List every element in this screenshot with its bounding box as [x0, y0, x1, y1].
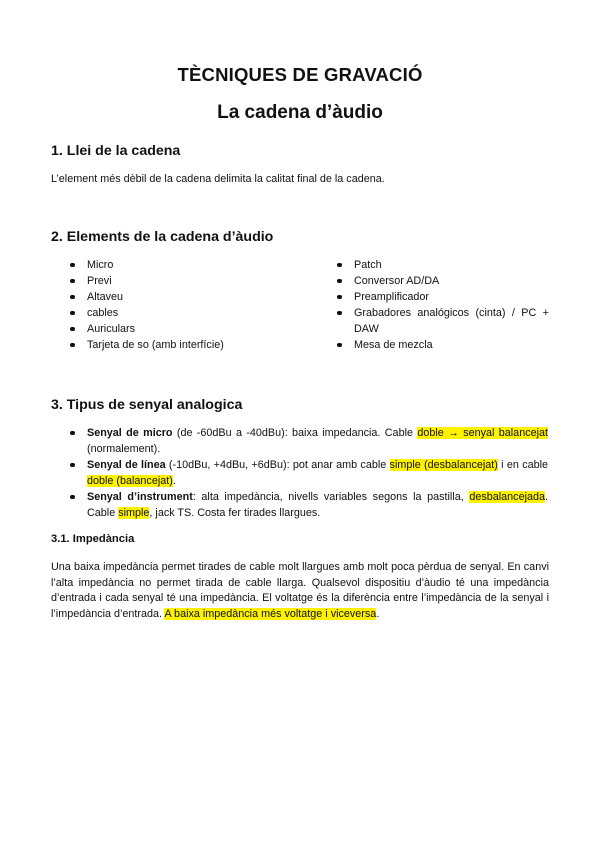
highlight: doble (balancejat) [87, 475, 173, 487]
list-item: cables [70, 305, 300, 321]
list-item: Mesa de mezcla [337, 337, 549, 353]
signal-item-instrument: Senyal d’instrument: alta impedància, nivells variables segons la pastilla, desbalancejada. Cable simple, jack TS. Costa fer tirades llargues. [70, 489, 548, 521]
list-item: Conversor AD/DA [337, 273, 549, 289]
section-1-heading: 1. Llei de la cadena [51, 143, 181, 159]
elements-list-right [337, 257, 549, 353]
signal-name: Senyal d’instrument [87, 491, 193, 503]
section-2-heading: 2. Elements de la cadena d’àudio [51, 229, 274, 245]
signal-item-micro: Senyal de micro (de -60dBu a -40dBu): baixa impedancia. Cable doble → senyal balancejat (normalement). [70, 425, 548, 457]
signal-types-list [70, 425, 548, 521]
list-item: Grabadores analógicos (cinta) / PC + DAW [337, 305, 549, 337]
section-3-1-heading: 3.1. Impedància [51, 533, 135, 545]
section-3-1-text: Una baixa impedància permet tirades de cable molt llargues amb molt poca pèrdua de senyal. En canvi l’alta impedància no permet tirada de cable llarga. Qualsevol dispositiu d’àudio té una impedància d’entrada i cada senyal té una impedància. El voltatge és la diferència entre l’impedància de la senyal i l’impedància d’entrada. A baixa impedància més voltatge i viceversa. [51, 561, 549, 620]
list-item: Altaveu [70, 289, 300, 305]
signal-name: Senyal de línea [87, 459, 166, 471]
section-3-heading: 3. Tipus de senyal analogica [51, 397, 243, 413]
signal-name: Senyal de micro [87, 427, 173, 439]
document-title: TÈCNIQUES DE GRAVACIÓ [177, 64, 423, 85]
list-item: Auriculars [70, 321, 300, 337]
highlight: A baixa impedància més voltatge i viceversa [164, 607, 377, 620]
document-subtitle: La cadena d’àudio [217, 102, 383, 123]
list-item: Tarjeta de so (amb interfície) [70, 337, 300, 353]
list-item: Previ [70, 273, 300, 289]
list-item: Preamplificador [337, 289, 549, 305]
highlight: simple [118, 507, 150, 519]
list-item: Patch [337, 257, 549, 273]
list-item: Micro [70, 257, 300, 273]
highlight: simple (desbalancejat) [389, 459, 498, 471]
highlight: desbalancejada [469, 491, 545, 503]
highlight: doble → senyal balancejat [417, 427, 549, 439]
elements-list-left [70, 257, 300, 353]
section-1-text: L’element més dèbil de la cadena delimita la calitat final de la cadena. [51, 173, 385, 185]
signal-item-line: Senyal de línea (-10dBu, +4dBu, +6dBu): pot anar amb cable simple (desbalancejat) i en cable doble (balancejat). [70, 457, 548, 489]
